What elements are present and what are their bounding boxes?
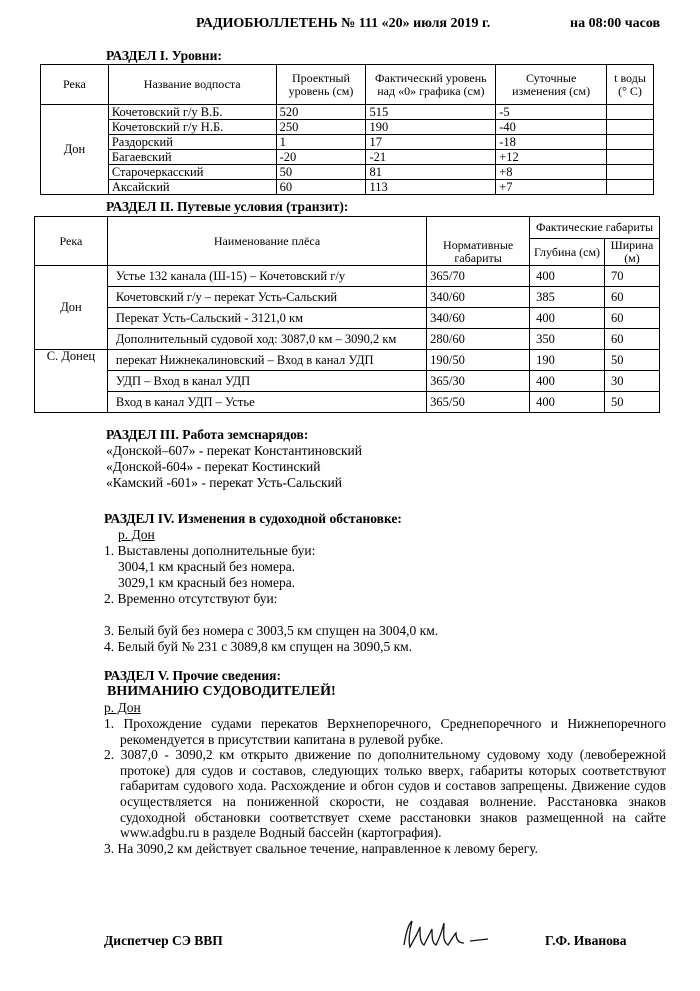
transit-depth-cell: 385 bbox=[530, 287, 605, 308]
transit-row bbox=[35, 308, 660, 329]
levels-header-row bbox=[41, 65, 654, 105]
levels-proj-cell: 1 bbox=[276, 135, 366, 150]
levels-river-cell: Дон bbox=[41, 105, 109, 195]
levels-col-river: Река bbox=[41, 65, 109, 105]
levels-proj-cell: 60 bbox=[276, 180, 366, 195]
transit-depth-cell: 350 bbox=[530, 329, 605, 350]
levels-post-cell: Кочетовский г/у Н.Б. bbox=[108, 120, 276, 135]
levels-proj-cell: 520 bbox=[276, 105, 366, 120]
levels-change-cell: +7 bbox=[496, 180, 607, 195]
section4-item1b: 3029,1 км красный без номера. bbox=[118, 575, 296, 590]
transit-depth-cell: 190 bbox=[530, 350, 605, 371]
transit-name-cell: Вход в канал УДП – Устье bbox=[107, 392, 426, 413]
levels-col-fact: Фактический уровень над «0» графика (см) bbox=[366, 65, 496, 105]
transit-header-row-1 bbox=[35, 217, 660, 239]
dredger-line-3: «Камский -601» - перекат Усть-Сальский bbox=[106, 475, 342, 490]
levels-fact-cell: 113 bbox=[366, 180, 496, 195]
section5-p3: 3. На 3090,2 км действует свальное течение, направленное к левому берегу. bbox=[104, 840, 539, 856]
section4 bbox=[104, 511, 664, 655]
transit-norm-cell: 365/70 bbox=[427, 266, 530, 287]
signature-image bbox=[398, 915, 498, 955]
levels-row bbox=[41, 180, 654, 195]
levels-row bbox=[41, 150, 654, 165]
levels-proj-cell: -20 bbox=[276, 150, 366, 165]
levels-temp-cell bbox=[607, 180, 654, 195]
transit-name-cell: УДП – Вход в канал УДП bbox=[107, 371, 426, 392]
section5-p2: 2. 3087,0 - 3090,2 км открыто движение по дополнительному судовому ходу (левобережной протоке) для судов и составов, следующих только вверх, габариты которых соответствуют габаритам судового хода. Расхождение и обгон судов и составов запрещены. Движение судов осуществляется на пониженной скорости, не создавая волнение. Расстановка знаков судоходной обстановки соответствует схеме расстановки знаков размещенной на сайте www.adgbu.ru в разделе Водный бассейн (картография). bbox=[104, 747, 666, 841]
levels-temp-cell bbox=[607, 135, 654, 150]
levels-fact-cell: 190 bbox=[366, 120, 496, 135]
section4-item3: 3. Белый буй без номера с 3003,5 км спущен на 3004,0 км. bbox=[104, 623, 439, 638]
levels-fact-cell: 81 bbox=[366, 165, 496, 180]
section5 bbox=[104, 668, 666, 856]
levels-fact-cell: 515 bbox=[366, 105, 496, 120]
transit-name-cell: перекат Нижнекалиновский – Вход в канал УДП bbox=[107, 350, 426, 371]
levels-post-cell: Старочеркасский bbox=[108, 165, 276, 180]
transit-row bbox=[35, 371, 660, 392]
transit-row bbox=[35, 329, 660, 350]
transit-col-norm: Нормативные габариты bbox=[427, 217, 530, 266]
levels-col-temp: t воды (° C) bbox=[607, 65, 654, 105]
levels-row bbox=[41, 135, 654, 150]
transit-depth-cell: 400 bbox=[530, 392, 605, 413]
section4-river: р. Дон bbox=[118, 527, 155, 542]
levels-change-cell: +8 bbox=[496, 165, 607, 180]
levels-post-cell: Багаевский bbox=[108, 150, 276, 165]
transit-row bbox=[35, 392, 660, 413]
levels-change-cell: -18 bbox=[496, 135, 607, 150]
transit-col-name: Наименование плёса bbox=[107, 217, 426, 266]
dispatcher-role: Диспетчер СЭ ВВП bbox=[104, 933, 223, 948]
transit-col-depth: Глубина (см) bbox=[530, 239, 605, 266]
transit-norm-cell: 280/60 bbox=[427, 329, 530, 350]
section2-title: РАЗДЕЛ II. Путевые условия (транзит): bbox=[106, 199, 349, 214]
transit-col-river: Река bbox=[35, 217, 108, 266]
levels-change-cell: +12 bbox=[496, 150, 607, 165]
levels-change-cell: -5 bbox=[496, 105, 607, 120]
transit-width-cell: 50 bbox=[604, 350, 659, 371]
section5-subtitle: ВНИМАНИЮ СУДОВОДИТЕЛЕЙ! bbox=[107, 684, 336, 699]
dredger-line-2: «Донской-604» - перекат Костинский bbox=[106, 459, 321, 474]
transit-width-cell: 60 bbox=[604, 308, 659, 329]
levels-fact-cell: 17 bbox=[366, 135, 496, 150]
section3-title: РАЗДЕЛ III. Работа земснарядов: bbox=[106, 427, 309, 442]
dispatcher-name: Г.Ф. Иванова bbox=[545, 933, 627, 948]
section5-p1: 1. Прохождение судами перекатов Верхнепоречного, Среднепоречного и Нижнепоречного рекомендуется в присутствии капитана в рулевой рубке. bbox=[104, 716, 666, 747]
transit-norm-cell: 365/30 bbox=[427, 371, 530, 392]
levels-temp-cell bbox=[607, 120, 654, 135]
transit-river-cell: Дон bbox=[35, 266, 108, 350]
transit-norm-cell: 365/50 bbox=[427, 392, 530, 413]
levels-proj-cell: 250 bbox=[276, 120, 366, 135]
levels-proj-cell: 50 bbox=[276, 165, 366, 180]
levels-post-cell: Кочетовский г/у В.Б. bbox=[108, 105, 276, 120]
section1-title: РАЗДЕЛ I. Уровни: bbox=[106, 48, 222, 63]
transit-width-cell: 70 bbox=[604, 266, 659, 287]
transit-width-cell: 60 bbox=[604, 329, 659, 350]
levels-row bbox=[41, 105, 654, 120]
levels-col-proj: Проектный уровень (см) bbox=[276, 65, 366, 105]
transit-row bbox=[35, 350, 660, 371]
transit-norm-cell: 340/60 bbox=[427, 308, 530, 329]
transit-col-width: Ширина (м) bbox=[604, 239, 659, 266]
section4-title: РАЗДЕЛ IV. Изменения в судоходной обстановке: bbox=[104, 511, 402, 526]
transit-col-fact: Фактические габариты bbox=[530, 217, 660, 239]
bulletin-title: РАДИОБЮЛЛЕТЕНЬ № 111 «20» июля 2019 г. bbox=[196, 16, 491, 31]
bulletin-header bbox=[0, 16, 700, 38]
levels-table bbox=[40, 64, 654, 195]
levels-post-cell: Раздорский bbox=[108, 135, 276, 150]
levels-temp-cell bbox=[607, 150, 654, 165]
transit-depth-cell: 400 bbox=[530, 308, 605, 329]
transit-row bbox=[35, 287, 660, 308]
section4-item2: 2. Временно отсутствуют буи: bbox=[104, 591, 278, 606]
levels-temp-cell bbox=[607, 105, 654, 120]
section4-item1: 1. Выставлены дополнительные буи: bbox=[104, 543, 316, 558]
section5-title: РАЗДЕЛ V. Прочие сведения: bbox=[104, 668, 281, 683]
transit-name-cell: Кочетовский г/у – перекат Усть-Сальский bbox=[107, 287, 426, 308]
bulletin-time: на 08:00 часов bbox=[570, 16, 661, 31]
transit-width-cell: 60 bbox=[604, 287, 659, 308]
transit-name-cell: Дополнительный судовой ход: 3087,0 км – 3090,2 км bbox=[107, 329, 426, 350]
levels-row bbox=[41, 165, 654, 180]
levels-fact-cell: -21 bbox=[366, 150, 496, 165]
section4-item4: 4. Белый буй № 231 с 3089,8 км спущен на 3090,5 км. bbox=[104, 639, 413, 654]
section5-river: р. Дон bbox=[104, 700, 141, 715]
dredger-line-1: «Донской–607» - перекат Константиновский bbox=[106, 443, 362, 458]
section4-item1a: 3004,1 км красный без номера. bbox=[118, 559, 296, 574]
transit-depth-cell: 400 bbox=[530, 371, 605, 392]
section3 bbox=[106, 427, 362, 491]
levels-temp-cell bbox=[607, 165, 654, 180]
levels-post-cell: Аксайский bbox=[108, 180, 276, 195]
transit-width-cell: 30 bbox=[604, 371, 659, 392]
transit-name-cell: Устье 132 канала (Ш-15) – Кочетовский г/у bbox=[107, 266, 426, 287]
levels-col-post: Название водпоста bbox=[108, 65, 276, 105]
levels-col-change: Суточные изменения (см) bbox=[496, 65, 607, 105]
levels-row bbox=[41, 120, 654, 135]
transit-width-cell: 50 bbox=[604, 392, 659, 413]
levels-change-cell: -40 bbox=[496, 120, 607, 135]
transit-norm-cell: 190/50 bbox=[427, 350, 530, 371]
transit-river-cell: С. Донец bbox=[35, 350, 108, 413]
transit-norm-cell: 340/60 bbox=[427, 287, 530, 308]
transit-table bbox=[34, 216, 660, 413]
transit-row bbox=[35, 266, 660, 287]
transit-depth-cell: 400 bbox=[530, 266, 605, 287]
transit-name-cell: Перекат Усть-Сальский - 3121,0 км bbox=[107, 308, 426, 329]
